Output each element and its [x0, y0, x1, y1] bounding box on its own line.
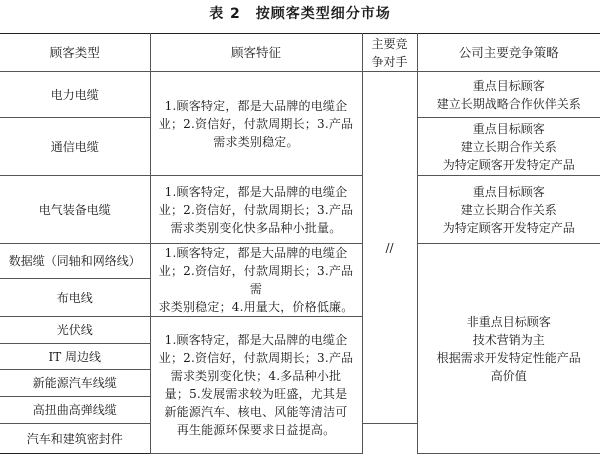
table-row [0, 176, 600, 244]
table-row [0, 244, 600, 279]
header-main-competitors: 主要竞 争对手 [362, 34, 417, 72]
cell-strategy-power-cable: 重点目标顾客 建立长期战略合作伙伴关系 [417, 72, 600, 118]
cell-features-rest: 1.顾客特定，都是大品牌的电缆企 业；2.资信好，付款周期长；3.产品 需求类别变化快；4.多品种小批 量；5.发展需求较为旺盛，尤其是 新能源汽车、核电、风能等清洁可 再生能源环保要求日益提高。 [150, 317, 362, 454]
table-row [0, 72, 600, 118]
cell-strategy-comm-cable: 重点目标顾客 建立长期合作关系 为特定顾客开发特定产品 [417, 118, 600, 176]
cell-type-data-cable: 数据缆（同轴和网络线） [0, 244, 150, 279]
cell-strategy-non-key: 非重点目标顾客 技术营销为主 根据需求开发特定性能产品 高价值 [417, 244, 600, 454]
cell-type-ev-cable: 新能源汽车线缆 [0, 370, 150, 397]
header-customer-features: 顾客特征 [150, 34, 362, 72]
cell-type-electrical-equipment-cable: 电气装备电缆 [0, 176, 150, 244]
cell-strategy-electrical-equipment: 重点目标顾客 建立长期合作关系 为特定顾客开发特定产品 [417, 176, 600, 244]
cell-type-building-wire: 布电线 [0, 279, 150, 317]
cell-type-auto-building-seal: 汽车和建筑密封件 [0, 424, 150, 454]
table-title: 表 2 按顾客类型细分市场 [209, 6, 391, 22]
header-customer-type: 顾客类型 [0, 34, 150, 72]
cell-competitors-merged: // [362, 72, 417, 424]
cell-features-electrical-equipment: 1.顾客特定，都是大品牌的电缆企 业；2.资信好，付款周期长；3.产品 需求类别变化快多品种小批量。 [150, 176, 362, 244]
cell-type-power-cable: 电力电缆 [0, 72, 150, 118]
header-competitive-strategy: 公司主要竞争策略 [417, 34, 600, 72]
market-segment-table [0, 33, 600, 454]
cell-type-comm-cable: 通信电缆 [0, 118, 150, 176]
cell-type-it-peripheral-wire: IT 周边线 [0, 344, 150, 370]
cell-features-data-wire: 1.顾客特定，都是大品牌的电缆企 业；2.资信好，付款周期长；3.产品需 求类别稳定；4.用量大，价格低廉。 [150, 244, 362, 317]
cell-features-power-comm: 1.顾客特定，都是大品牌的电缆企 业；2.资信好，付款周期长；3.产品 需求类别稳定。 [150, 72, 362, 176]
table-header-row [0, 34, 600, 72]
cell-type-pv-wire: 光伏线 [0, 317, 150, 344]
cell-type-high-flex-cable: 高扭曲高弹线缆 [0, 397, 150, 424]
